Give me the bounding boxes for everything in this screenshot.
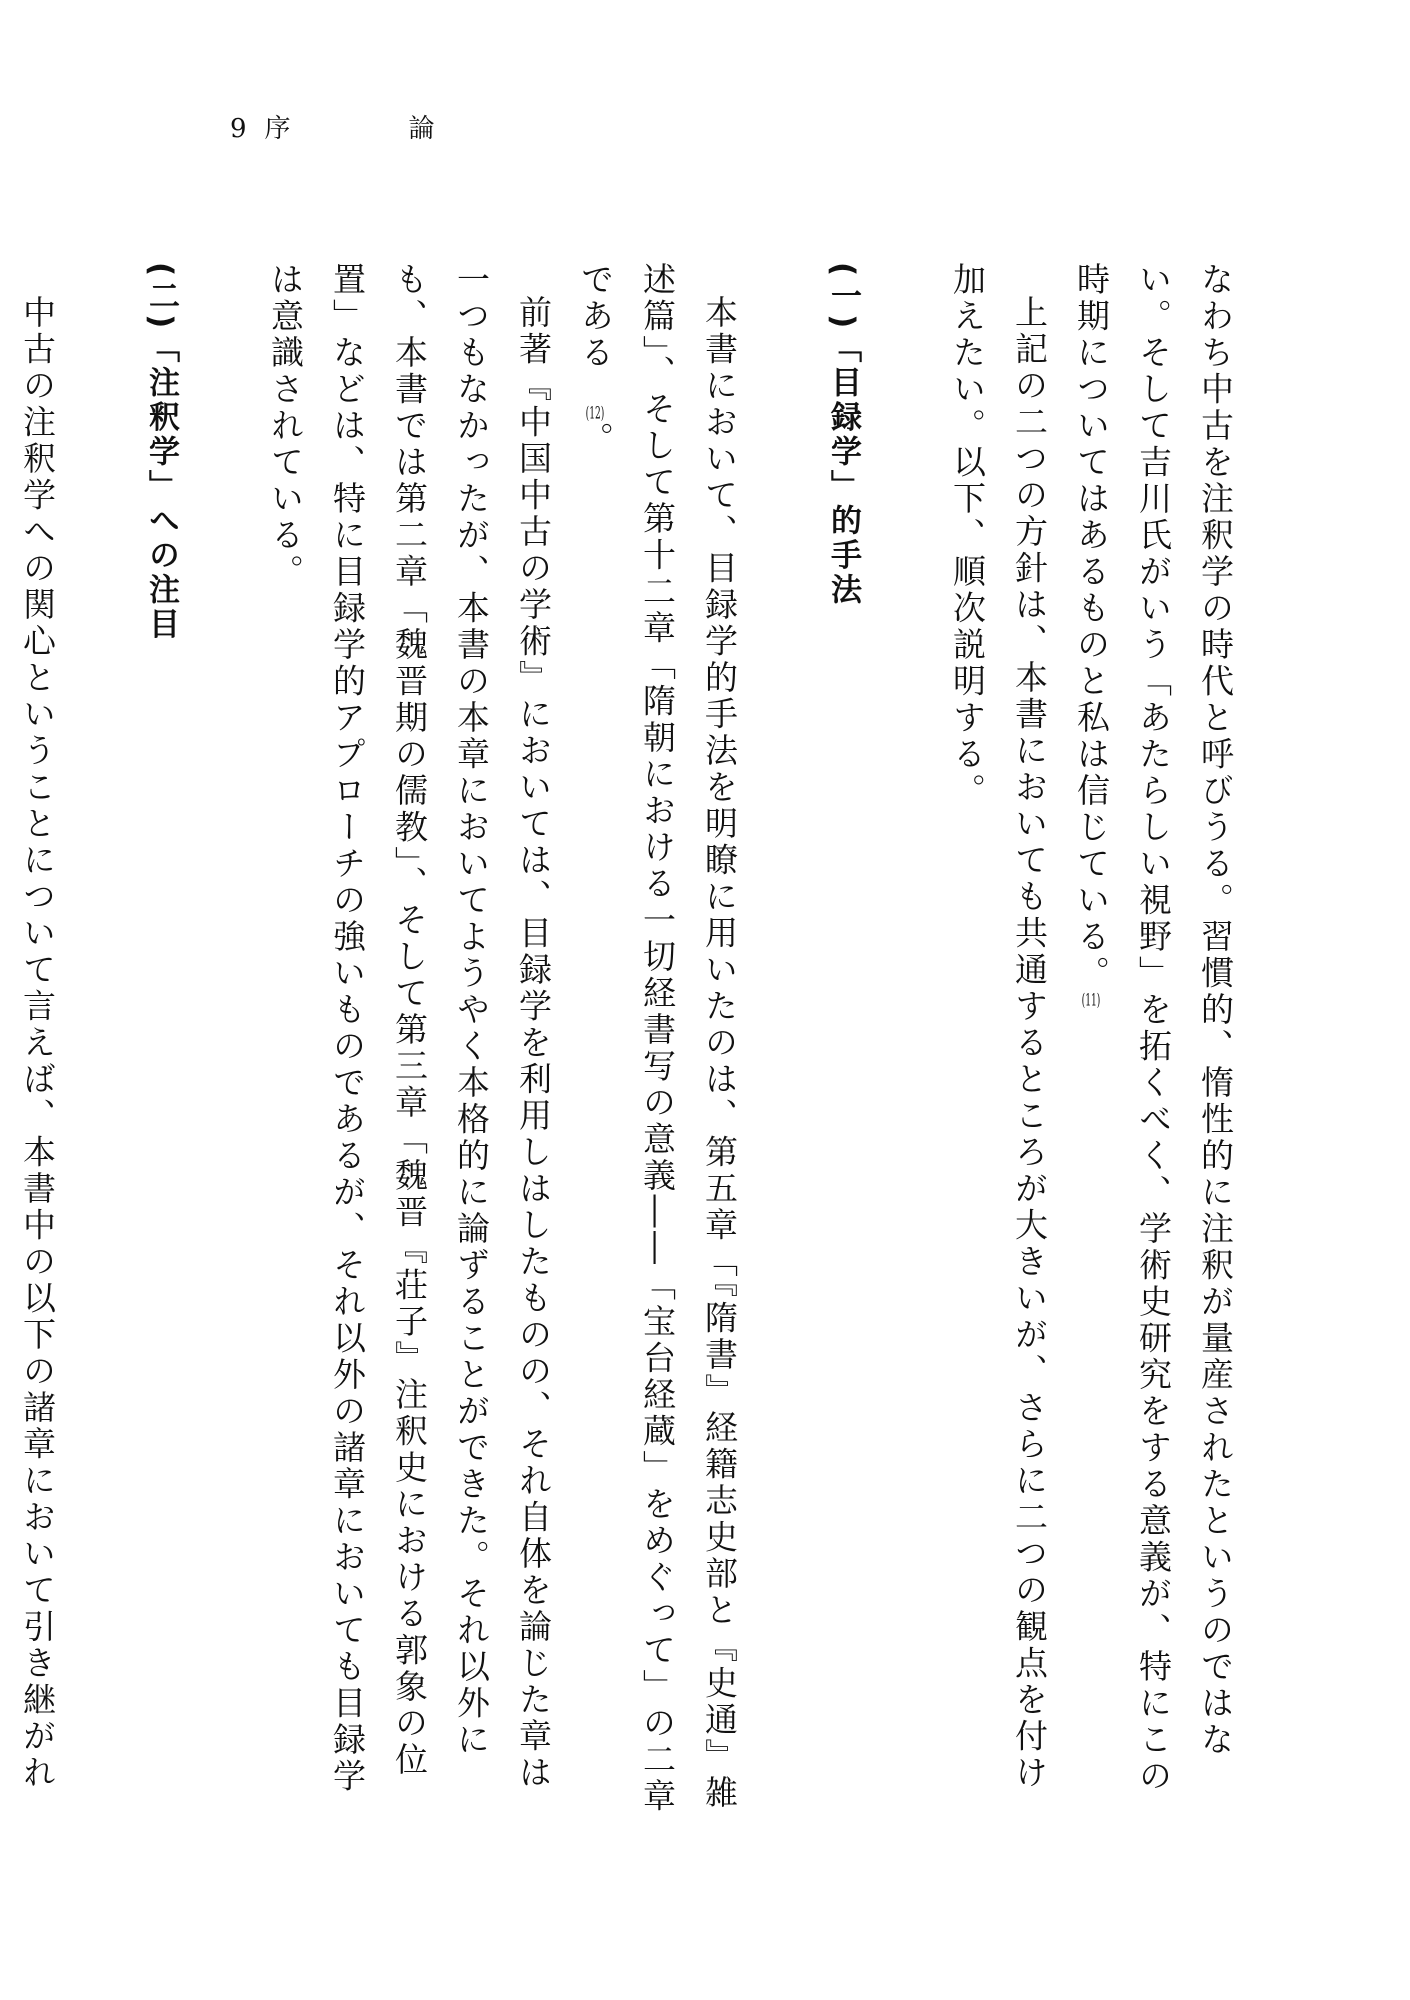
paragraph-bibliography	[564, 262, 750, 1822]
paragraph-text-tail: 。	[576, 421, 615, 458]
paragraph-text: なわち中古を注釈学の時代と呼びうる。習慣的、惰性的に注釈が量産されたというのではない。そして吉川氏がいう「あたらしい視野」を拓くべく、学術史研究をする意義が、特にこの時期についてはあるものと私は信じている。	[1072, 262, 1235, 1795]
paragraph-text: 中古の注釈学への関心ということについて言えば、本書中の以下の諸章において引き継がれ	[18, 295, 57, 1792]
paragraph-text: 本書において、目録学的手法を明瞭に用いたのは、第五章「『隋書』経籍志史部と『史通』雑述篇」、そして第十二章「隋朝における一切経書写の意義――「宝台経蔵」をめぐって」の二章である	[576, 262, 739, 1815]
running-title: 序 論	[264, 114, 481, 144]
section-heading-commentary: (二)「注釈学」への注目	[143, 262, 179, 643]
running-head	[230, 108, 481, 145]
paragraph-continuation	[1060, 262, 1246, 1822]
spacer	[192, 262, 254, 1822]
paragraph-method	[936, 262, 1060, 1822]
paragraph-commentary	[0, 262, 68, 1822]
spacer	[874, 262, 936, 1822]
page-number: 9	[230, 114, 249, 144]
section-heading-bibliography: (一)「目録学」的手法	[825, 262, 861, 608]
paragraph-text: 上記の二つの方針は、本書においても共通するところが大きいが、さらに二つの観点を付け加えたい。以下、順次説明する。	[948, 262, 1049, 1792]
footnote-marker-11: (11)	[1081, 992, 1101, 1009]
footnote-marker-12: (12)	[585, 404, 605, 422]
page-body	[0, 262, 1246, 1822]
paragraph-text: 前著『中国中古の学術』においては、目録学を利用しはしたものの、それ自体を論じた章は一つもなかったが、本書の本章においてようやく本格的に論ずることができた。それ以外にも、本書では第二章「魏晋期の儒教」、そして第三章「魏晋『荘子』注釈史における郭象の位置」などは、特に目録学的アプローチの強いものであるが、それ以外の諸章においても目録学は意識されている。	[266, 262, 553, 1795]
paragraph-previous-work	[254, 262, 564, 1822]
